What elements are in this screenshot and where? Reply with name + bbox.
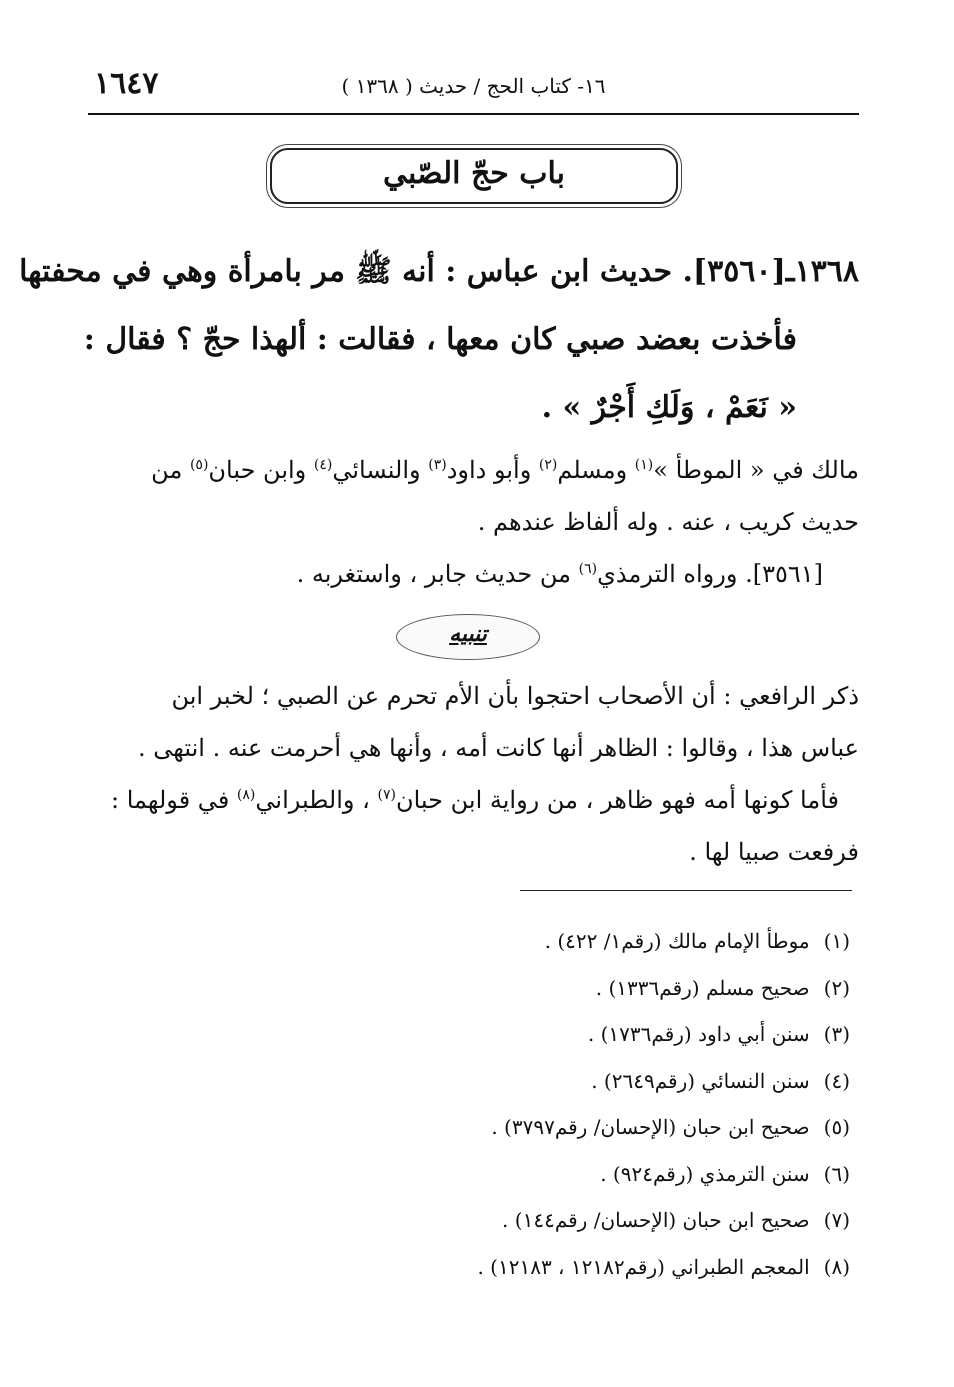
footnote-number: (٥) — [823, 1115, 850, 1139]
footnote-text: سنن الترمذي (رقم٩٢٤) . — [600, 1161, 810, 1186]
text-run: وأبو داود — [446, 456, 539, 484]
hadith-line: فأخذت بعضد صبي كان معها ، فقالت : ألهذا حجّ ؟ فقال : — [83, 322, 797, 357]
takhrij-line — [86, 548, 859, 600]
footnote-ref[interactable]: (٢) — [538, 457, 558, 473]
footnote-ref[interactable]: (١) — [634, 457, 654, 473]
footnote-item — [300, 1011, 850, 1058]
note-line: عباس هذا ، وقالوا : الظاهر أنها كانت أمه ، وأنها هي أحرمت عنه . انتهى . — [138, 734, 859, 762]
footnote-text: سنن أبي داود (رقم١٧٣٦) . — [587, 1022, 810, 1046]
page-number: ١٦٤٧ — [94, 66, 159, 101]
running-header — [88, 66, 859, 110]
text-run: من حديث جابر ، واستغربه . — [296, 560, 579, 588]
note-badge — [396, 614, 540, 660]
footnote-item — [300, 1058, 850, 1105]
header-rule — [88, 113, 859, 115]
text-run: ، والطبراني — [255, 786, 378, 814]
chapter-title-box — [270, 148, 678, 204]
footnote-item — [300, 1244, 850, 1291]
note-line — [86, 774, 859, 826]
footnote-item — [300, 965, 850, 1012]
footnote-ref[interactable]: (٥) — [189, 457, 209, 473]
note-badge-label: تنبيه — [449, 621, 487, 647]
footnote-item — [300, 1151, 850, 1198]
footnote-number: (١) — [823, 929, 850, 953]
footnote-separator — [520, 890, 852, 891]
text-run: ومسلم — [557, 456, 635, 484]
footnote-ref[interactable]: (٧) — [377, 787, 396, 803]
note-line: فرفعت صبيا لها . — [689, 838, 859, 866]
footnote-item — [300, 1197, 850, 1244]
footnote-number: (٣) — [823, 1022, 850, 1046]
footnote-ref[interactable]: (٤) — [313, 457, 333, 473]
footnote-text: المعجم الطبراني (رقم١٢١٨٢ ، ١٢١٨٣) . — [477, 1254, 810, 1279]
footnote-number: (٢) — [823, 975, 850, 1000]
text-run: وابن حبان — [208, 456, 314, 484]
footnote-text: سنن النسائي (رقم٢٦٤٩) . — [591, 1068, 810, 1093]
running-title: ١٦- كتاب الحج / حديث ( ١٣٦٨ ) — [341, 74, 606, 98]
text-run: من — [151, 456, 190, 484]
note-line: ذكر الرافعي : أن الأصحاب احتجوا بأن الأم تحرم عن الصبي ؛ لخبر ابن — [171, 682, 859, 710]
note-paragraph — [86, 670, 859, 878]
takhrij-line — [86, 444, 859, 496]
footnote-text: صحيح مسلم (رقم١٣٣٦) . — [595, 975, 810, 1000]
footnote-number: (٨) — [823, 1254, 850, 1279]
footnote-item — [300, 1104, 850, 1151]
footnote-number: (٧) — [823, 1208, 850, 1232]
takhrij-line: حديث كريب ، عنه . وله ألفاظ عندهم . — [477, 508, 859, 536]
text-run: [٣٥٦١]. ورواه الترمذي — [597, 560, 823, 588]
text-run: والنسائي — [332, 456, 429, 484]
footnotes-list — [300, 918, 850, 1290]
footnote-ref[interactable]: (٣) — [428, 457, 447, 473]
hadith-text — [19, 238, 859, 442]
text-run: في قولهما : — [111, 786, 237, 814]
footnote-text: صحيح ابن حبان (الإحسان/ رقم٣٧٩٧) . — [491, 1115, 810, 1139]
footnote-item — [300, 918, 850, 965]
text-run: مالك في « الموطأ » — [653, 456, 859, 484]
hadith-line: « نَعَمْ ، وَلَكِ أَجْرٌ » . — [541, 390, 797, 425]
footnote-text: موطأ الإمام مالك (رقم١/ ٤٢٢) . — [544, 929, 810, 953]
footnote-ref[interactable]: (٦) — [578, 561, 598, 577]
footnote-ref[interactable]: (٨) — [236, 787, 256, 803]
takhrij-paragraph — [86, 444, 859, 600]
text-run: فأما كونها أمه فهو ظاهر ، من رواية ابن حبان — [395, 786, 839, 814]
footnote-number: (٦) — [823, 1161, 850, 1186]
hadith-line: ١٣٦٨ـ[٣٥٦٠]. حديث ابن عباس : أنه ﷺ مر بامرأة وهي في محفتها — [19, 254, 859, 289]
footnote-text: صحيح ابن حبان (الإحسان/ رقم١٤٤) . — [502, 1208, 810, 1232]
chapter-title: باب حجّ الصّبي — [382, 156, 566, 191]
footnote-number: (٤) — [823, 1068, 850, 1093]
